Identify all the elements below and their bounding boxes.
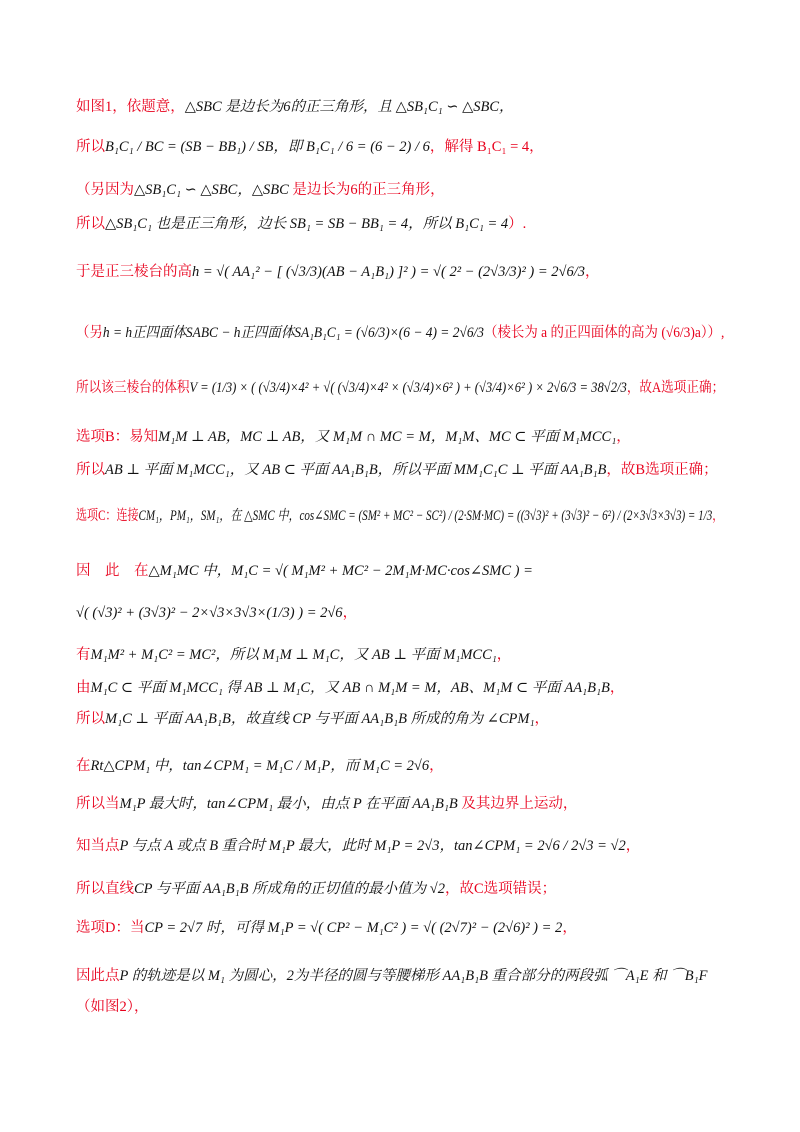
line-15-suffix: ， [534, 711, 550, 727]
line-16 [76, 756, 444, 776]
line-4-math: △SB₁C₁ 也是正三角形，边长 SB₁ = SB − BB₁ = 4，所以 B₁C₁ = 4 [105, 216, 509, 232]
line-8-text: 选项B：易知 [76, 429, 159, 445]
line-11-suffix: M₁C = √( M₁M² + MC² − 2M₁M·MC·cos∠SMC ) = [231, 563, 533, 579]
line-19-math: CP 与平面 AA₁B₁B 所成角的正切值的最小值为 √2 [134, 881, 445, 897]
line-13-math: M₁M² + M₁C² = MC²，所以 M₁M ⊥ M₁C，又 AB ⊥ 平面 M₁MCC₁ [90, 647, 497, 663]
line-9-suffix: ，故B选项正确； [606, 462, 718, 478]
line-7-suffix: ，故A选项正确； [626, 380, 725, 396]
line-9-math: AB ⊥ 平面 M₁MCC₁，又 AB ⊂ 平面 AA₁B₁B，所以平面 MM₁C₁C ⊥ 平面 AA₁B₁B [105, 462, 607, 478]
line-20-suffix: ， [562, 920, 577, 936]
line-12 [76, 603, 357, 623]
line-16-math: Rt△CPM₁ 中，tan∠CPM₁ = M₁C / M₁P，而 M₁C = 2√6 [90, 758, 430, 774]
line-11-math: △M₁MC 中， [148, 563, 232, 579]
line-8 [76, 427, 631, 447]
line-17-math: M₁P 最大时，tan∠CPM₁ 最小，由点 P 在平面 AA₁B₁B [119, 796, 458, 812]
line-11-text: 因 此 在 [76, 563, 149, 579]
line-8-math: M₁M ⊥ AB，MC ⊥ AB，又 M₁M ∩ MC = M，M₁M、MC ⊂ 平面 M₁MCC₁ [158, 429, 617, 445]
line-14-text: 由 [76, 680, 91, 696]
line-1-text: 如图1，依题意， [76, 99, 185, 115]
line-8-suffix: ， [616, 429, 631, 445]
line-1 [76, 97, 514, 117]
line-6-suffix: （棱长为 a 的正四面体的高为 (√6/3)a））, [484, 325, 725, 341]
line-9 [76, 460, 718, 480]
line-7 [76, 378, 724, 398]
line-2-math: B₁C₁ / BC = (SB − BB₁) / SB，即 B₁C₁ / 6 = (6 − 2) / 6 [105, 139, 430, 155]
line-21-suffix: （如图2）， [76, 999, 149, 1015]
line-17-suffix: 及其边界上运动， [457, 796, 578, 812]
line-4-text: 所以 [76, 216, 105, 232]
line-19 [76, 879, 556, 899]
line-5-suffix: ， [585, 264, 600, 280]
line-13-suffix: ， [496, 647, 512, 663]
line-16-suffix: ， [429, 758, 444, 774]
line-16-text: 在 [76, 758, 91, 774]
line-19-suffix: ，故C选项错误； [444, 881, 557, 897]
line-10-suffix: ， [712, 508, 724, 524]
line-15-math: M₁C ⊥ 平面 AA₁B₁B，故直线 CP 与平面 AA₁B₁B 所成的角为 ∠CPM₁ [105, 711, 535, 727]
line-5-math: h = √( AA₁² − [ (√3/3)(AB − A₁B₁) ]² ) = √( 2² − (2√3/3)² ) = 2√6/3 [192, 264, 586, 280]
line-18-math: P 与点 A 或点 B 重合时 M₁P 最大，此时 M₁P = 2√3，tan∠CPM₁ = 2√6 / 2√3 = √2 [119, 838, 626, 854]
line-13 [76, 645, 511, 665]
line-2 [76, 137, 544, 157]
line-9-text: 所以 [76, 462, 105, 478]
line-7-math: V = (1/3) × ( (√3/4)×4² + √( (√3/4)×4² × (√3/4)×6² ) + (√3/4)×6² ) × 2√6/3 = 38√2/3 [189, 380, 627, 396]
line-13-text: 有 [76, 647, 91, 663]
line-19-text: 所以直线 [76, 881, 134, 897]
line-3-math: △SB₁C₁ ∽ △SBC，△SBC [134, 182, 289, 198]
line-18 [76, 836, 640, 856]
line-14 [76, 678, 624, 698]
line-15 [76, 709, 549, 729]
line-18-text: 知当点 [76, 838, 120, 854]
line-21-math: P 的轨迹是以 M₁ 为圆心，2为半径的圆与等腰梯形 AA₁B₁B 重合部分的两段弧 ⌒A₁E 和 ⌒B₁F [119, 968, 708, 984]
line-3-text: （另因为 [76, 182, 134, 198]
line-5 [76, 262, 600, 282]
line-4 [76, 214, 526, 234]
line-12-math: √( (√3)² + (3√3)² − 2×√3×3√3×(1/3) ) = 2√6 [76, 605, 343, 621]
line-14-suffix: ， [609, 680, 625, 696]
line-7-text: 所以该三棱台的体积 [76, 380, 190, 396]
line-2-suffix: ，解得 B₁C₁ = 4， [429, 139, 544, 155]
line-10-math: CM₁，PM₁，SM₁，在 △SMC 中，cos∠SMC = (SM² + MC² − SC²) / (2·SM·MC) = ((3√3)² + (3√3)² − 6²) / (2×3√3×3√3) = 1/3 [138, 508, 713, 524]
line-18-suffix: ， [625, 838, 641, 854]
line-17-text: 所以当 [76, 796, 120, 812]
line-1-math: △SBC 是边长为6的正三角形，且 △SB₁C₁ ∽ △SBC， [184, 99, 514, 115]
line-4-suffix: ）. [508, 216, 527, 232]
line-6-math: h = h正四面体SABC − h正四面体SA₁B₁C₁ = (√6/3)×(6 − 4) = 2√6/3 [102, 325, 485, 341]
line-12-suffix: ， [342, 605, 358, 621]
line-14-math: M₁C ⊂ 平面 M₁MCC₁ 得 AB ⊥ M₁C，又 AB ∩ M₁M = M，AB、M₁M ⊂ 平面 AA₁B₁B [90, 680, 610, 696]
line-10 [76, 506, 723, 526]
line-17 [76, 794, 577, 814]
line-2-text: 所以 [76, 139, 105, 155]
line-21 [76, 961, 724, 1023]
line-20-math: CP = 2√7 时，可得 M₁P = √( CP² − M₁C² ) = √( (2√7)² − (2√6)² ) = 2 [144, 920, 563, 936]
line-21-text: 因此点 [76, 968, 120, 984]
line-20 [76, 918, 577, 938]
line-10-text: 选项C：连接 [76, 508, 139, 524]
line-20-text: 选项D：当 [76, 920, 145, 936]
line-3-suffix: 是边长为6的正三角形， [288, 182, 445, 198]
line-6 [76, 323, 724, 343]
line-15-text: 所以 [76, 711, 105, 727]
line-3 [76, 180, 445, 200]
line-5-text: 于是正三棱台的高 [76, 264, 192, 280]
line-6-text: （另 [76, 325, 103, 341]
line-11 [76, 561, 533, 581]
